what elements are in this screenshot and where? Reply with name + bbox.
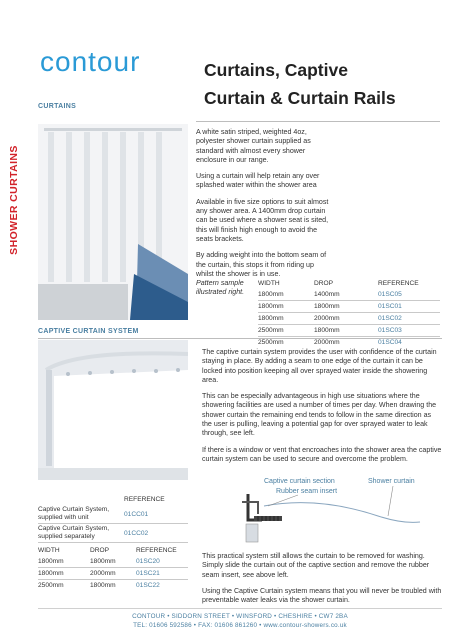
title-line-1: Curtains, Captive [204, 60, 348, 80]
pattern-sample-note: Pattern sample illustrated right. [196, 279, 245, 297]
curtains-description [196, 128, 331, 298]
paragraph: This can be especially advantageous in high use situations where the showering facilities are used a number of times per day. When drawing the shower curtain the remaining end tends to follow in the same direction as the user is pulling, leaving a potential gap for over sprayed water to leak through, see left. [202, 392, 437, 438]
cell: 1800mm [258, 301, 314, 313]
paragraph: A white satin striped, weighted 4oz, polyester shower curtain supplied as standard with almost every shower enclosure in our range. [196, 128, 311, 164]
table-row [38, 556, 188, 568]
cell: 01SC02 [378, 313, 440, 325]
logo-text: contour [40, 50, 141, 76]
cell: Captive Curtain System, supplied with unit [38, 505, 124, 524]
paragraph: Using the Captive Curtain system means that you will never be troubled with preventable water leaks via the shower curtain. [202, 586, 442, 605]
captive-section-diagram [228, 476, 428, 548]
section-divider [38, 338, 442, 339]
col-header-reference: REFERENCE [378, 280, 419, 287]
cell: 1400mm [314, 289, 378, 301]
captive-description [202, 348, 442, 464]
footer-contact: TEL: 01606 592586 • FAX: 01606 861260 • www.contour-showers.co.uk [133, 622, 347, 629]
cell: 2000mm [90, 568, 136, 580]
cell: 2000mm [314, 313, 378, 325]
section-label-curtains: CURTAINS [38, 103, 77, 110]
cell: 2000mm [314, 339, 340, 346]
captive-curtain-photo [38, 340, 188, 480]
col-header-reference: REFERENCE [136, 547, 177, 554]
captive-size-table [38, 547, 188, 591]
table-row [258, 301, 440, 313]
table-row [258, 289, 440, 301]
cell: 1800mm [90, 556, 136, 568]
cell: 01SC21 [136, 568, 188, 580]
col-header-reference: REFERENCE [124, 496, 165, 503]
cell: 01CC01 [124, 505, 188, 524]
paragraph: The captive curtain system provides the user with confidence of the curtain staying in place. By adding a seam to one edge of the curtain it can be locked into position keeping all over sprayed water inside the showering area. [202, 348, 437, 384]
table-row [38, 505, 188, 524]
label-shower-curtain: Shower curtain [368, 478, 415, 485]
label-rubber-insert: Rubber seam insert [276, 488, 338, 495]
title-divider [196, 121, 440, 122]
cell: 01CC02 [124, 524, 188, 543]
col-header-drop: DROP [314, 280, 334, 287]
col-header-width: WIDTH [258, 280, 280, 287]
captive-reference-table [38, 496, 188, 543]
cell: 1800mm [314, 301, 378, 313]
paragraph: Available in five size options to suit almost any shower area. A 1400mm drop curtain can be used where a shower seat is sited, this will finish high enough to avoid the seats brackets. [196, 197, 329, 243]
side-tab-label: SHOWER CURTAINS [8, 145, 20, 255]
table-row [258, 325, 440, 337]
contour-logo [40, 50, 192, 76]
paragraph: By adding weight into the bottom seam of the curtain, this stops it from riding up whilst the shower is in use. [196, 251, 327, 278]
page-title [204, 56, 444, 112]
table-row [38, 524, 188, 543]
table-row [258, 313, 440, 325]
cell: 01SC22 [136, 582, 160, 589]
curtain-photo [38, 124, 188, 320]
paragraph: This practical system still allows the curtain to be removed for washing. Simply slide the curtain out of the captive section and remove the rubber seam insert, see above left. [202, 552, 430, 579]
captive-bottom-text [202, 552, 442, 605]
col-header-drop: DROP [90, 547, 110, 554]
cell: 01SC20 [136, 556, 188, 568]
cell: 01SC01 [378, 301, 440, 313]
cell: 2500mm [38, 582, 64, 589]
table-row [38, 580, 188, 592]
cell: 1800mm [258, 313, 314, 325]
cell: 01SC04 [378, 339, 402, 346]
cell: 2500mm [258, 325, 314, 337]
title-line-2: Curtain & Curtain Rails [204, 88, 396, 108]
footer-divider [38, 608, 442, 609]
cell: 2500mm [258, 339, 284, 346]
cell: 1800mm [258, 289, 314, 301]
paragraph: Using a curtain will help retain any over splashed water within the shower area [196, 172, 320, 190]
cell: 01SC03 [378, 325, 440, 337]
footer-address: CONTOUR • SIDDORN STREET • WINSFORD • CHESHIRE • CW7 2BA [132, 613, 348, 620]
paragraph: If there is a window or vent that encroaches into the shower area the captive curtain system can be used to secure and overcome the problem. [202, 445, 442, 463]
cell: 01SC05 [378, 289, 440, 301]
cell: 1800mm [38, 556, 90, 568]
cell: 1800mm [90, 582, 116, 589]
cell: 1800mm [38, 568, 90, 580]
cell: Captive Curtain System, supplied separately [38, 524, 124, 543]
cell: 1800mm [314, 325, 378, 337]
section-label-captive: CAPTIVE CURTAIN SYSTEM [38, 328, 139, 335]
side-band [0, 0, 30, 640]
col-header-width: WIDTH [38, 547, 60, 554]
label-captive-section: Captive curtain section [264, 478, 335, 485]
table-row [38, 568, 188, 580]
